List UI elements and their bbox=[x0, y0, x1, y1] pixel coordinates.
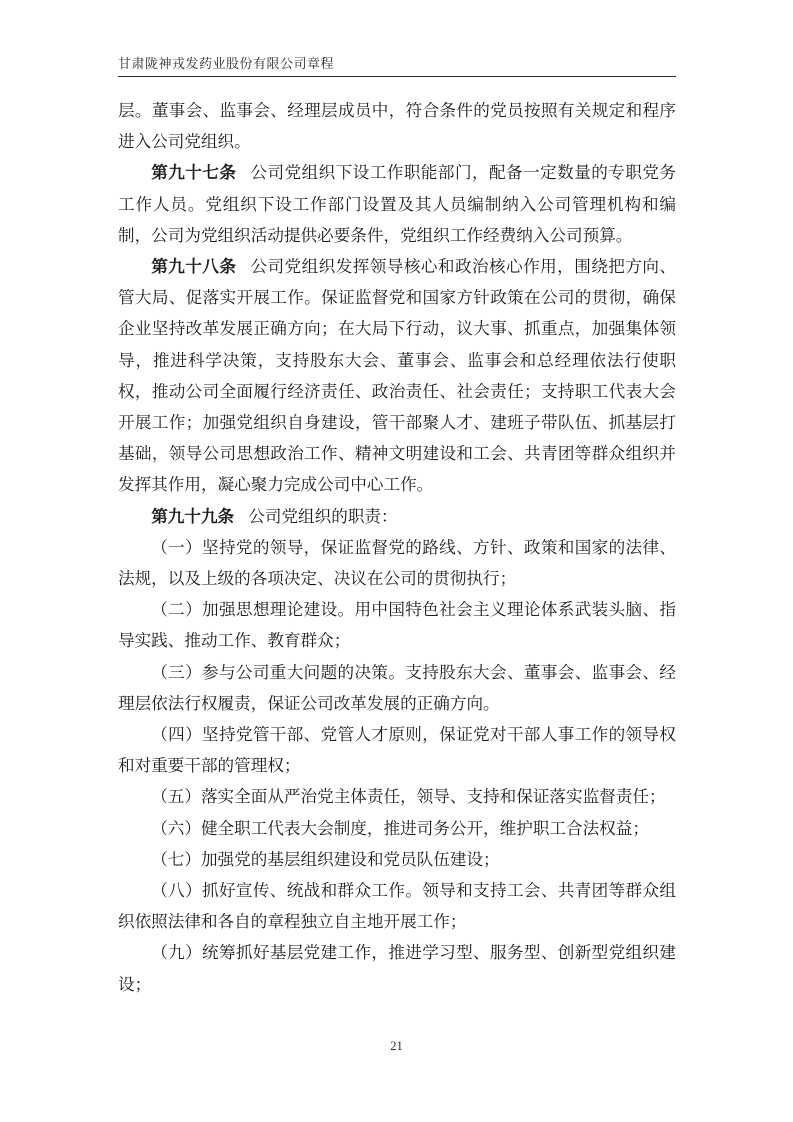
paragraph-text: （二）加强思想理论建设。用中国特色社会主义理论体系武装头脑、指导实践、推动工作、教育群众； bbox=[118, 600, 676, 651]
paragraph bbox=[118, 157, 676, 251]
paragraph bbox=[118, 781, 676, 812]
page-footer bbox=[0, 1038, 793, 1054]
paragraph bbox=[118, 657, 676, 719]
article-number: 第九十八条 bbox=[151, 257, 237, 277]
paragraph bbox=[118, 251, 676, 501]
paragraph-text: （四）坚持党管干部、党管人才原则，保证党对干部人事工作的领导权和对重要干部的管理权； bbox=[118, 725, 676, 776]
page-header bbox=[118, 56, 676, 77]
paragraph-text: （一）坚持党的领导，保证监督党的路线、方针、政策和国家的法律、法规，以及上级的各项决定、决议在公司的贯彻执行； bbox=[118, 537, 676, 589]
paragraph-text: （八）抓好宣传、统战和群众工作。领导和支持工会、共青团等群众组织依照法律和各自的章程独立自主地开展工作； bbox=[118, 881, 676, 932]
article-number: 第九十七条 bbox=[151, 163, 237, 183]
paragraph-text: 层。董事会、监事会、经理层成员中，符合条件的党员按照有关规定和程序进入公司党组织。 bbox=[118, 101, 676, 152]
paragraph bbox=[118, 844, 676, 875]
paragraph-text: （五）落实全面从严治党主体责任，领导、支持和保证落实监督责任； bbox=[151, 787, 666, 807]
paragraph bbox=[118, 532, 676, 594]
paragraph-text: 公司党组织下设工作职能部门，配备一定数量的专职党务工作人员。党组织下设工作部门设置及其人员编制纳入公司管理机构和编制，公司为党组织活动提供必要条件，党组织工作经费纳入公司预算。 bbox=[118, 163, 677, 245]
page-number: 21 bbox=[390, 1039, 403, 1053]
article-number: 第九十九条 bbox=[151, 506, 235, 526]
paragraph-text: 公司党组织发挥领导核心和政治核心作用，围绕把方向、管大局、促落实开展工作。保证监督党和国家方针政策在公司的贯彻，确保企业坚持改革发展正确方向；在大局下行动，议大事、抓重点，加强集体领导，推进科学决策，支持股东大会、董事会、监事会和总经理依法行使职权，推动公司全面履行经济责任、政治责任、社会责任；支持职工代表大会开展工作；加强党组织自身建设，管干部聚人才、建班子带队伍、抓基层打基础，领导公司思想政治工作、精神文明建设和工会、共青团等群众组织并发挥其作用，凝心聚力完成公司中心工作。 bbox=[118, 257, 677, 495]
paragraph-text: （九）统筹抓好基层党建工作，推进学习型、服务型、创新型党组织建设； bbox=[118, 943, 676, 994]
paragraph bbox=[118, 719, 676, 781]
paragraph bbox=[118, 813, 676, 844]
paragraph bbox=[118, 95, 676, 157]
document-body bbox=[118, 95, 676, 1000]
paragraph bbox=[118, 594, 676, 656]
paragraph-text: 公司党组织的职责： bbox=[248, 506, 398, 526]
paragraph bbox=[118, 875, 676, 937]
paragraph-text: （七）加强党的基层组织建设和党员队伍建设； bbox=[151, 849, 500, 869]
paragraph-text: （三）参与公司重大问题的决策。支持股东大会、董事会、监事会、经理层依法行权履责，保证公司改革发展的正确方向。 bbox=[118, 662, 676, 713]
document-title: 甘肃陇神戎发药业股份有限公司章程 bbox=[118, 56, 335, 71]
paragraph-text: （六）健全职工代表大会制度，推进司务公开，维护职工合法权益； bbox=[151, 818, 649, 838]
paragraph bbox=[118, 501, 676, 532]
paragraph bbox=[118, 937, 676, 999]
